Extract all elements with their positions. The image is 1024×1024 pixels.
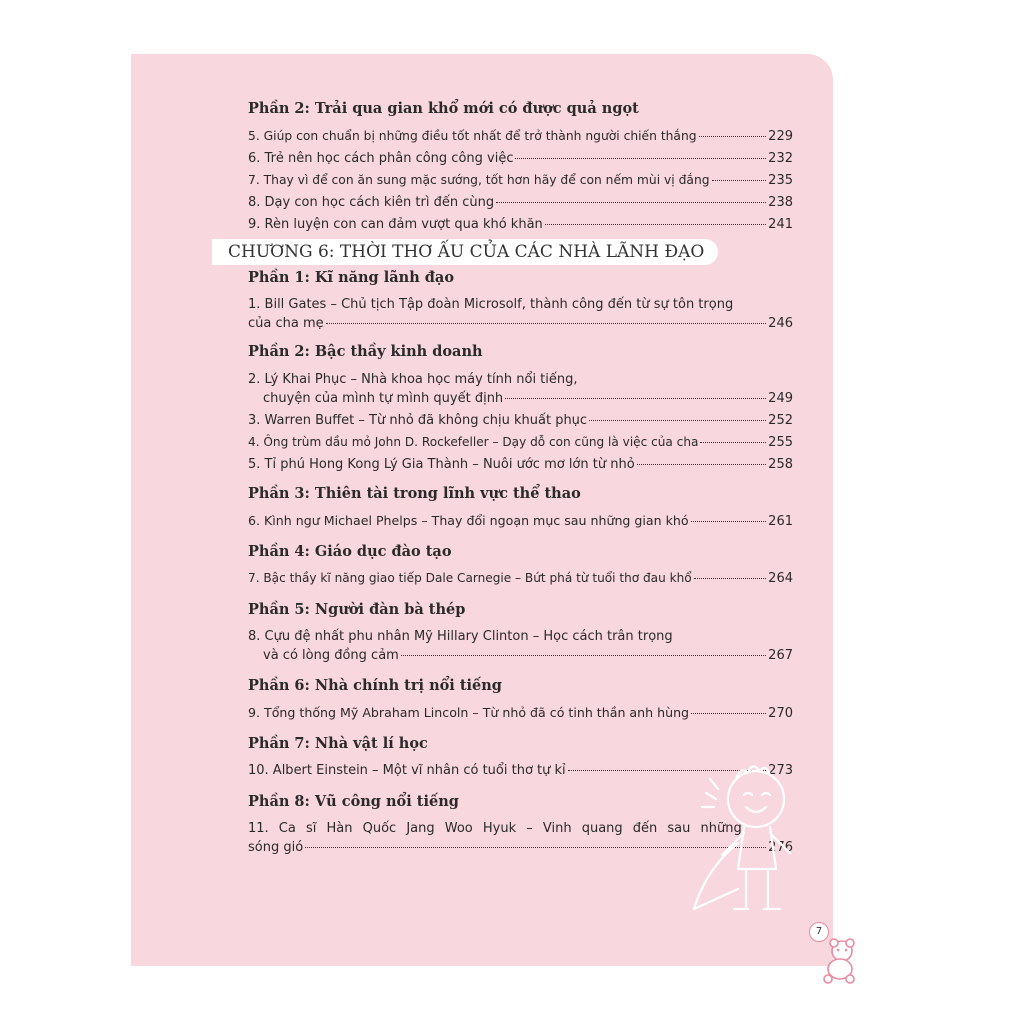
entry-page: 249 xyxy=(768,391,793,406)
part-heading: Phần 1: Kĩ năng lãnh đạo xyxy=(248,269,454,286)
toc-entry xyxy=(248,569,793,591)
entry-title: 2. Lý Khai Phục – Nhà khoa học máy tính nổi tiếng, xyxy=(248,372,578,387)
toc-section xyxy=(248,543,793,591)
entry-page: 273 xyxy=(768,763,793,778)
toc-row xyxy=(248,411,793,433)
toc-row xyxy=(248,389,793,411)
leader-dots xyxy=(505,398,766,399)
toc-row xyxy=(248,193,793,215)
entry-page: 235 xyxy=(768,173,793,188)
entry-title: 8. Cựu đệ nhất phu nhân Mỹ Hillary Clinton – Học cách trân trọng xyxy=(248,629,673,644)
entry-title: 7. Bậc thầy kĩ năng giao tiếp Dale Carnegie – Bứt phá từ tuổi thơ đau khổ xyxy=(248,571,692,585)
book-page xyxy=(131,54,833,966)
entry-title-cont: sóng gió xyxy=(248,840,304,855)
toc-row xyxy=(248,511,793,533)
cartoon-boy-illustration xyxy=(686,759,806,949)
toc-entry xyxy=(248,370,793,477)
toc-row xyxy=(248,127,793,149)
leader-dots xyxy=(700,442,766,443)
entry-page: 264 xyxy=(768,571,793,586)
entry-page: 270 xyxy=(768,706,793,721)
entry-page: 261 xyxy=(768,514,793,529)
toc-entry xyxy=(248,127,793,237)
entry-page: 246 xyxy=(768,316,793,331)
leader-dots xyxy=(401,655,766,656)
part-heading: Phần 8: Vũ công nổi tiếng xyxy=(248,793,459,810)
entry-title: 1. Bill Gates – Chủ tịch Tập đoàn Microsolf, thành công đến từ sự tôn trọng xyxy=(248,297,734,312)
entry-title: 5. Tỉ phú Hong Kong Lý Gia Thành – Nuôi ước mơ lớn từ nhỏ xyxy=(248,457,635,472)
part-heading: Phần 2: Bậc thầy kinh doanh xyxy=(248,343,483,360)
toc-section xyxy=(248,485,793,533)
leader-dots xyxy=(699,136,767,137)
toc-row xyxy=(248,215,793,237)
entry-title: 10. Albert Einstein – Một vĩ nhân có tuổi thơ tự kỉ xyxy=(248,763,566,778)
toc-entry xyxy=(248,295,793,336)
toc-section xyxy=(248,343,793,477)
part-heading: Phần 2: Trải qua gian khổ mới có được quả ngọt xyxy=(248,100,639,117)
entry-page: 252 xyxy=(768,413,793,428)
leader-dots xyxy=(712,180,767,181)
toc-row xyxy=(248,149,793,171)
entry-page: 267 xyxy=(768,648,793,663)
toc-row xyxy=(248,433,793,455)
leader-dots xyxy=(326,323,767,324)
chapter-title: CHƯƠNG 6: THỜI THƠ ẤU CỦA CÁC NHÀ LÃNH ĐẠO xyxy=(212,239,718,265)
entry-title-cont: và có lòng đồng cảm xyxy=(263,648,399,663)
entry-title: 5. Giúp con chuẩn bị những điều tốt nhất để trở thành người chiến thắng xyxy=(248,129,697,143)
page-number: 7 xyxy=(809,922,829,942)
toc-section xyxy=(248,269,793,336)
leader-dots xyxy=(589,420,766,421)
entry-title-cont: của cha mẹ xyxy=(248,316,324,331)
part-heading: Phần 3: Thiên tài trong lĩnh vực thể thao xyxy=(248,485,581,502)
entry-title: 4. Ông trùm dầu mỏ John D. Rockefeller – Dạy dỗ con cũng là việc của cha xyxy=(248,435,699,449)
toc-row xyxy=(248,646,793,668)
entry-title: 9. Rèn luyện con can đảm vượt qua khó khăn xyxy=(248,217,543,232)
toc-entry xyxy=(248,627,793,668)
part-heading: Phần 6: Nhà chính trị nổi tiếng xyxy=(248,677,502,694)
toc-row xyxy=(248,455,793,477)
toc-row xyxy=(248,314,793,336)
toc-row xyxy=(248,703,793,725)
table-of-contents xyxy=(228,100,793,860)
leader-dots xyxy=(496,202,766,203)
entry-title: 6. Trẻ nên học cách phân công công việc xyxy=(248,151,514,166)
leader-dots xyxy=(637,464,767,465)
entry-page: 276 xyxy=(768,840,793,855)
entry-title: 3. Warren Buffet – Từ nhỏ đã không chịu khuất phục xyxy=(248,413,588,428)
entry-page: 229 xyxy=(768,129,793,144)
entry-title: 11. Ca sĩ Hàn Quốc Jang Woo Hyuk – Vinh quang đến sau những xyxy=(248,821,742,836)
part-heading: Phần 7: Nhà vật lí học xyxy=(248,735,428,752)
entry-title-cont: chuyện của mình tự mình quyết định xyxy=(263,391,504,406)
toc-section xyxy=(248,100,793,237)
entry-page: 238 xyxy=(768,195,793,210)
entry-page: 232 xyxy=(768,151,793,166)
entry-title: 6. Kình ngư Michael Phelps – Thay đổi ngoạn mục sau những gian khó xyxy=(248,513,689,528)
toc-section xyxy=(248,677,793,725)
entry-page: 241 xyxy=(768,217,793,232)
entry-page: 258 xyxy=(768,457,793,472)
teddy-bear-icon xyxy=(818,935,864,985)
leader-dots xyxy=(691,521,767,522)
part-heading: Phần 4: Giáo dục đào tạo xyxy=(248,543,452,560)
entry-page: 255 xyxy=(768,435,793,450)
entry-title: 7. Thay vì để con ăn sung mặc sướng, tốt hơn hãy để con nếm mùi vị đắng xyxy=(248,173,710,187)
leader-dots xyxy=(694,578,767,579)
toc-section xyxy=(248,601,793,668)
leader-dots xyxy=(515,158,766,159)
part-heading: Phần 5: Người đàn bà thép xyxy=(248,601,466,618)
toc-entry xyxy=(248,703,793,725)
toc-row xyxy=(248,171,793,193)
leader-dots xyxy=(545,224,766,225)
toc-row xyxy=(248,569,793,591)
toc-entry xyxy=(248,511,793,533)
entry-title: 8. Dạy con học cách kiên trì đến cùng xyxy=(248,195,495,210)
leader-dots xyxy=(691,713,766,714)
entry-title: 9. Tổng thống Mỹ Abraham Lincoln – Từ nhỏ đã có tinh thần anh hùng xyxy=(248,705,690,720)
